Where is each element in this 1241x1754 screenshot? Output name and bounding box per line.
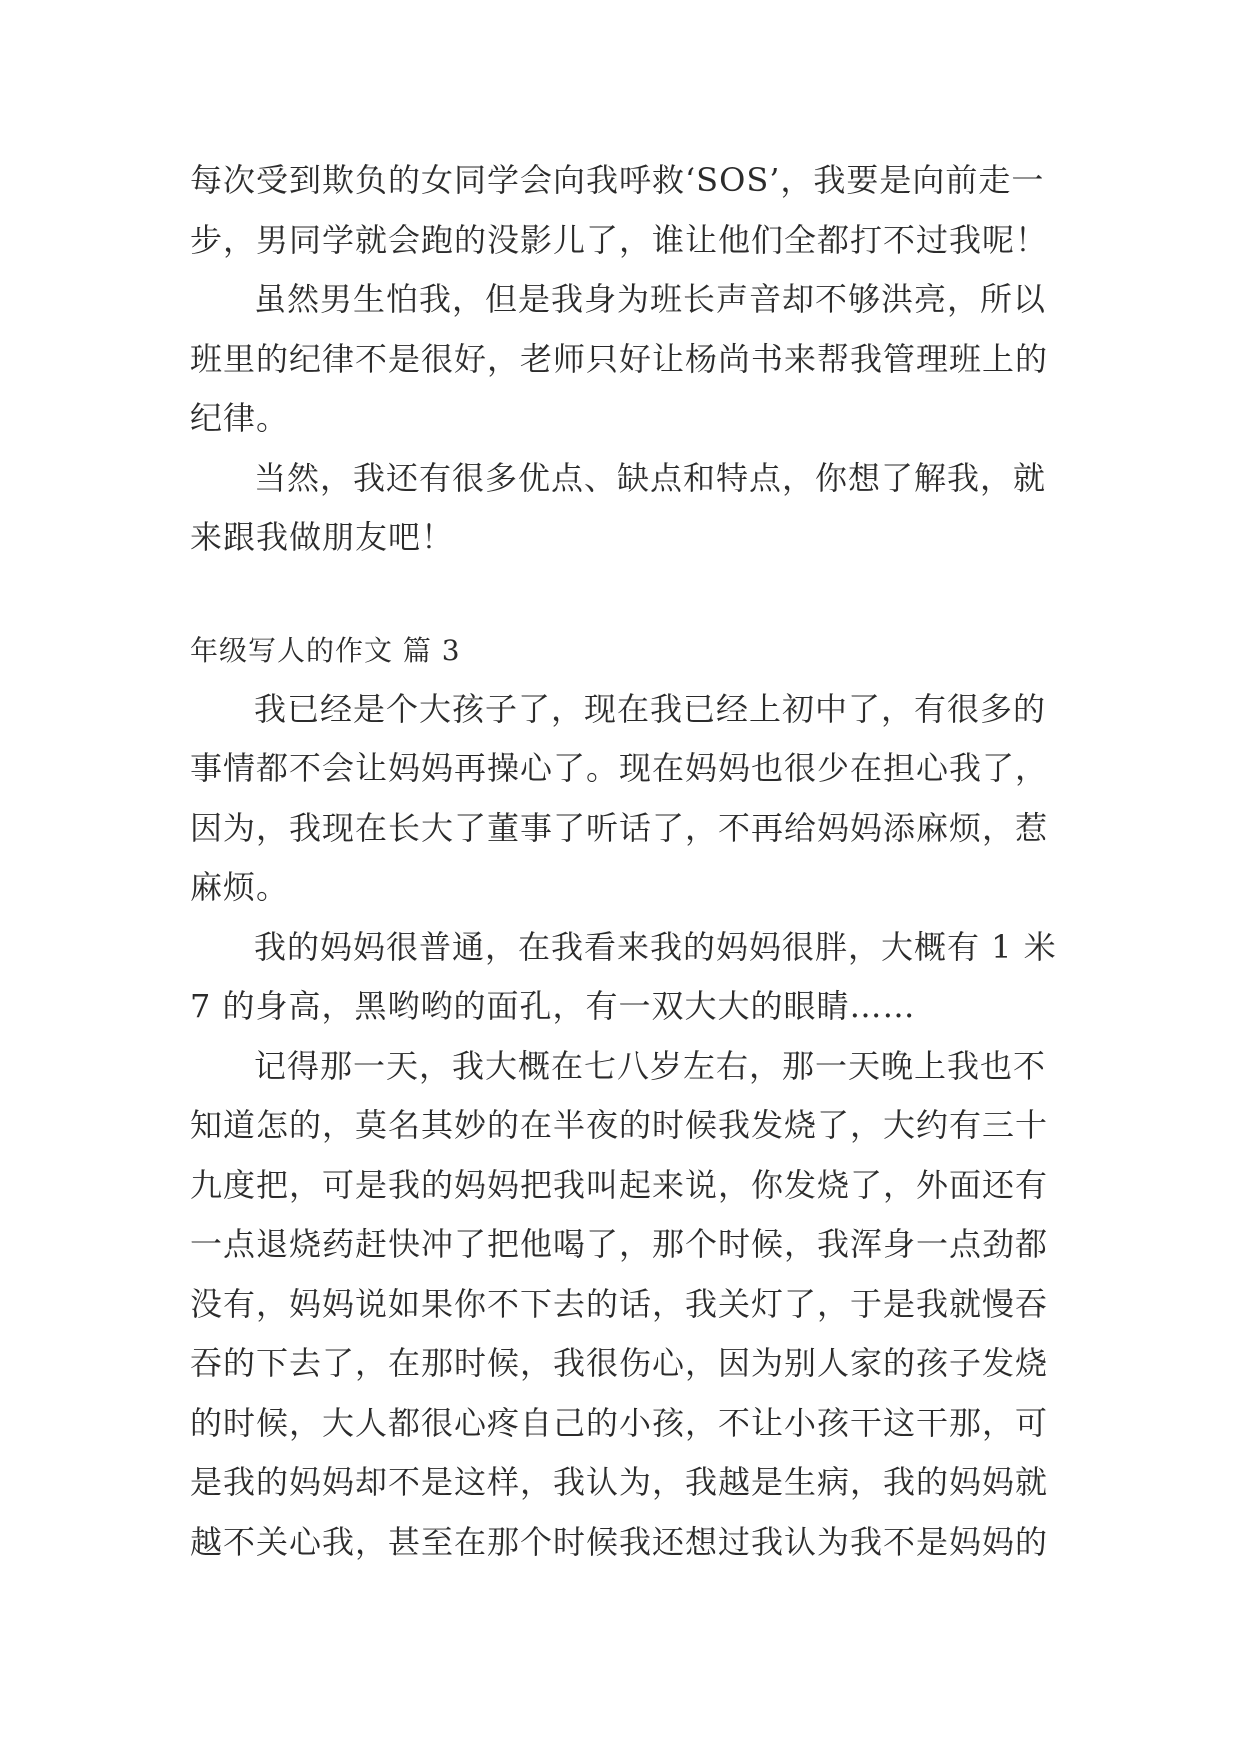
text-line: 虽然男生怕我，但是我身为班长声音却不够洪亮，所以: [254, 280, 1047, 318]
text-line: 纪律。: [190, 399, 290, 437]
text-line: 7 的身高，黑哟哟的面孔，有一双大大的眼睛……: [190, 987, 916, 1025]
text-line: 当然，我还有很多优点、缺点和特点，你想了解我，就: [254, 459, 1047, 497]
text-line: 越不关心我，甚至在那个时候我还想过我认为我不是妈妈的: [190, 1523, 1049, 1561]
text-line: 我的妈妈很普通，在我看来我的妈妈很胖，大概有 1 米: [254, 928, 1057, 966]
text-line: 记得那一天，我大概在七八岁左右，那一天晚上我也不: [254, 1047, 1047, 1085]
section-heading: 年级写人的作文 篇 3: [190, 634, 461, 667]
text-line: 没有，妈妈说如果你不下去的话，我关灯了，于是我就慢吞: [190, 1285, 1049, 1323]
text-line: 麻烦。: [190, 868, 290, 906]
text-line: 的时候，大人都很心疼自己的小孩，不让小孩干这干那，可: [190, 1404, 1049, 1442]
text-line: 步，男同学就会跑的没影儿了，谁让他们全都打不过我呢！: [190, 221, 1049, 259]
text-line: 我已经是个大孩子了，现在我已经上初中了，有很多的: [254, 690, 1047, 728]
text-line: 吞的下去了，在那时候，我很伤心，因为别人家的孩子发烧: [190, 1344, 1049, 1382]
text-line: 知道怎的，莫名其妙的在半夜的时候我发烧了，大约有三十: [190, 1106, 1049, 1144]
text-line: 是我的妈妈却不是这样，我认为，我越是生病，我的妈妈就: [190, 1463, 1049, 1501]
text-line: 事情都不会让妈妈再操心了。现在妈妈也很少在担心我了，: [190, 749, 1049, 787]
text-line: 每次受到欺负的女同学会向我呼救‘SOS’，我要是向前走一: [190, 161, 1045, 199]
text-line: 一点退烧药赶快冲了把他喝了，那个时候，我浑身一点劲都: [190, 1225, 1049, 1263]
text-line: 班里的纪律不是很好，老师只好让杨尚书来帮我管理班上的: [190, 340, 1049, 378]
text-line: 来跟我做朋友吧！: [190, 518, 455, 556]
text-line: 因为，我现在长大了董事了听话了，不再给妈妈添麻烦，惹: [190, 809, 1049, 847]
text-line: 九度把，可是我的妈妈把我叫起来说，你发烧了，外面还有: [190, 1166, 1049, 1204]
